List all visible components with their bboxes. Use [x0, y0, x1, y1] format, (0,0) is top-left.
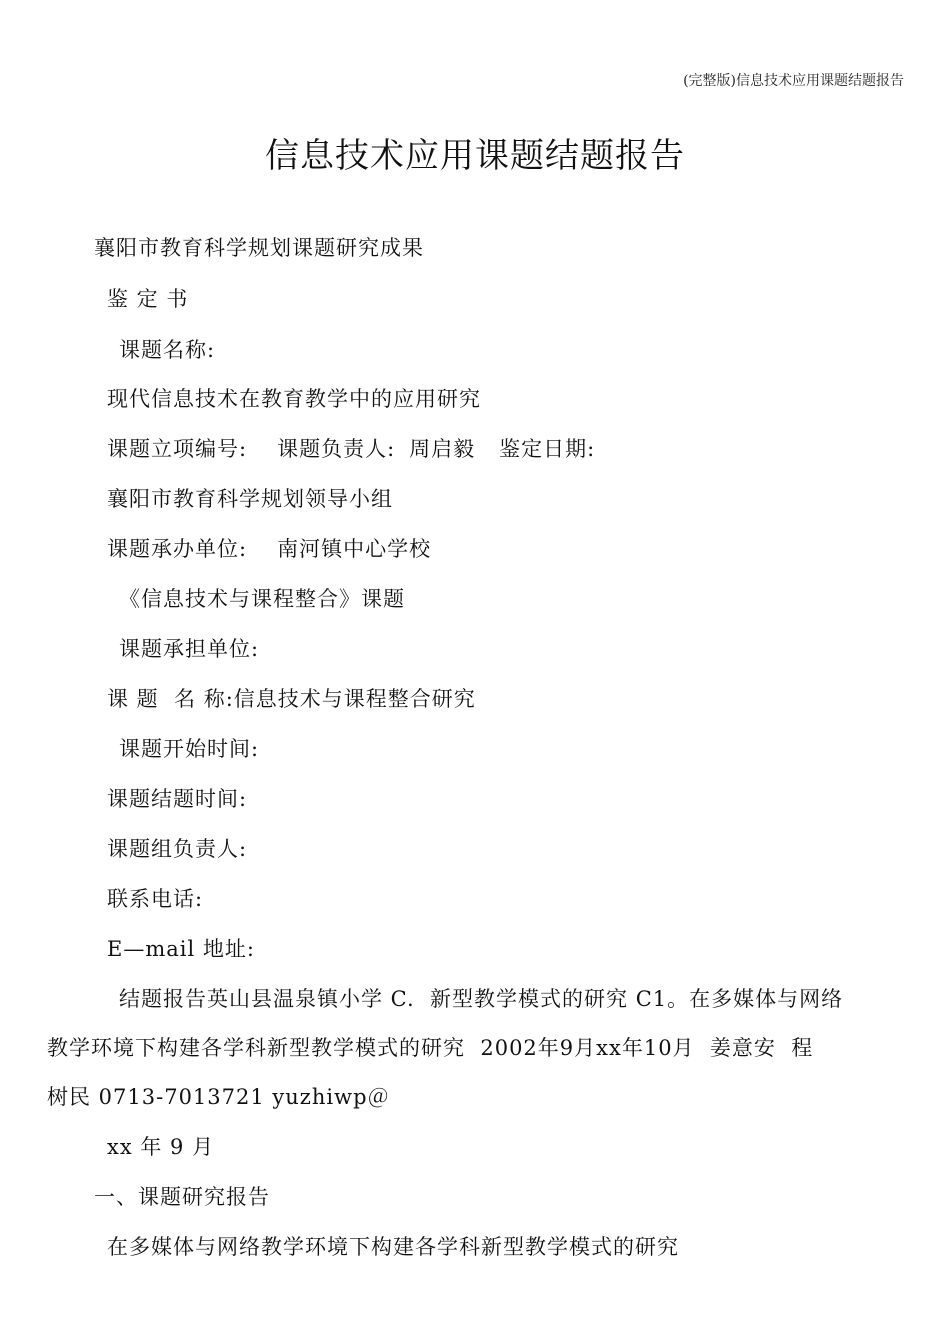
doc-type: 鉴 定 书: [107, 287, 189, 311]
end-time-label: 课题结题时间:: [107, 787, 248, 811]
phone-label: 联系电话:: [107, 887, 204, 911]
host-unit-label: 课题承办单位:: [107, 537, 248, 561]
topic-name-label: 课题名称:: [119, 338, 216, 362]
leader-name: 周启毅: [409, 437, 476, 461]
start-time-label: 课题开始时间:: [119, 737, 260, 761]
date-line: xx 年 9 月: [107, 1135, 215, 1159]
host-unit-line: [107, 533, 431, 563]
project-number-label: 课题立项编号:: [107, 437, 248, 461]
running-header: (完整版)信息技术应用课题结题报告: [683, 73, 904, 89]
meta-line: [107, 433, 595, 463]
leading-group: 襄阳市教育科学规划领导小组: [107, 487, 393, 511]
leader-label: 课题负责人:: [277, 437, 396, 461]
group-leader-label: 课题组负责人:: [107, 837, 248, 861]
subject-name-line: 课 题 名 称:信息技术与课程整合研究: [107, 687, 476, 711]
paragraph-line-3: 树民 0713-7013721 yuzhiwp＠: [47, 1085, 390, 1109]
email-label: E—mail 地址:: [107, 937, 255, 961]
appraisal-date-label: 鉴定日期:: [499, 437, 596, 461]
subject-book: 《信息技术与课程整合》课题: [119, 587, 405, 611]
org-heading: 襄阳市教育科学规划课题研究成果: [94, 236, 424, 260]
section-heading: 一、课题研究报告: [94, 1185, 270, 1209]
paragraph-line-2: 教学环境下构建各学科新型教学模式的研究 2002年9月xx年10月 姜意安 程: [47, 1036, 814, 1060]
undertake-unit-label: 课题承担单位:: [119, 637, 260, 661]
host-unit: 南河镇中心学校: [277, 537, 432, 561]
topic-name: 现代信息技术在教育教学中的应用研究: [107, 387, 481, 411]
document-title: 信息技术应用课题结题报告: [265, 136, 685, 176]
paragraph-line-1: 结题报告英山县温泉镇小学 C. 新型教学模式的研究 C1。在多媒体与网络: [119, 987, 844, 1011]
section-subtitle: 在多媒体与网络教学环境下构建各学科新型教学模式的研究: [107, 1235, 679, 1259]
